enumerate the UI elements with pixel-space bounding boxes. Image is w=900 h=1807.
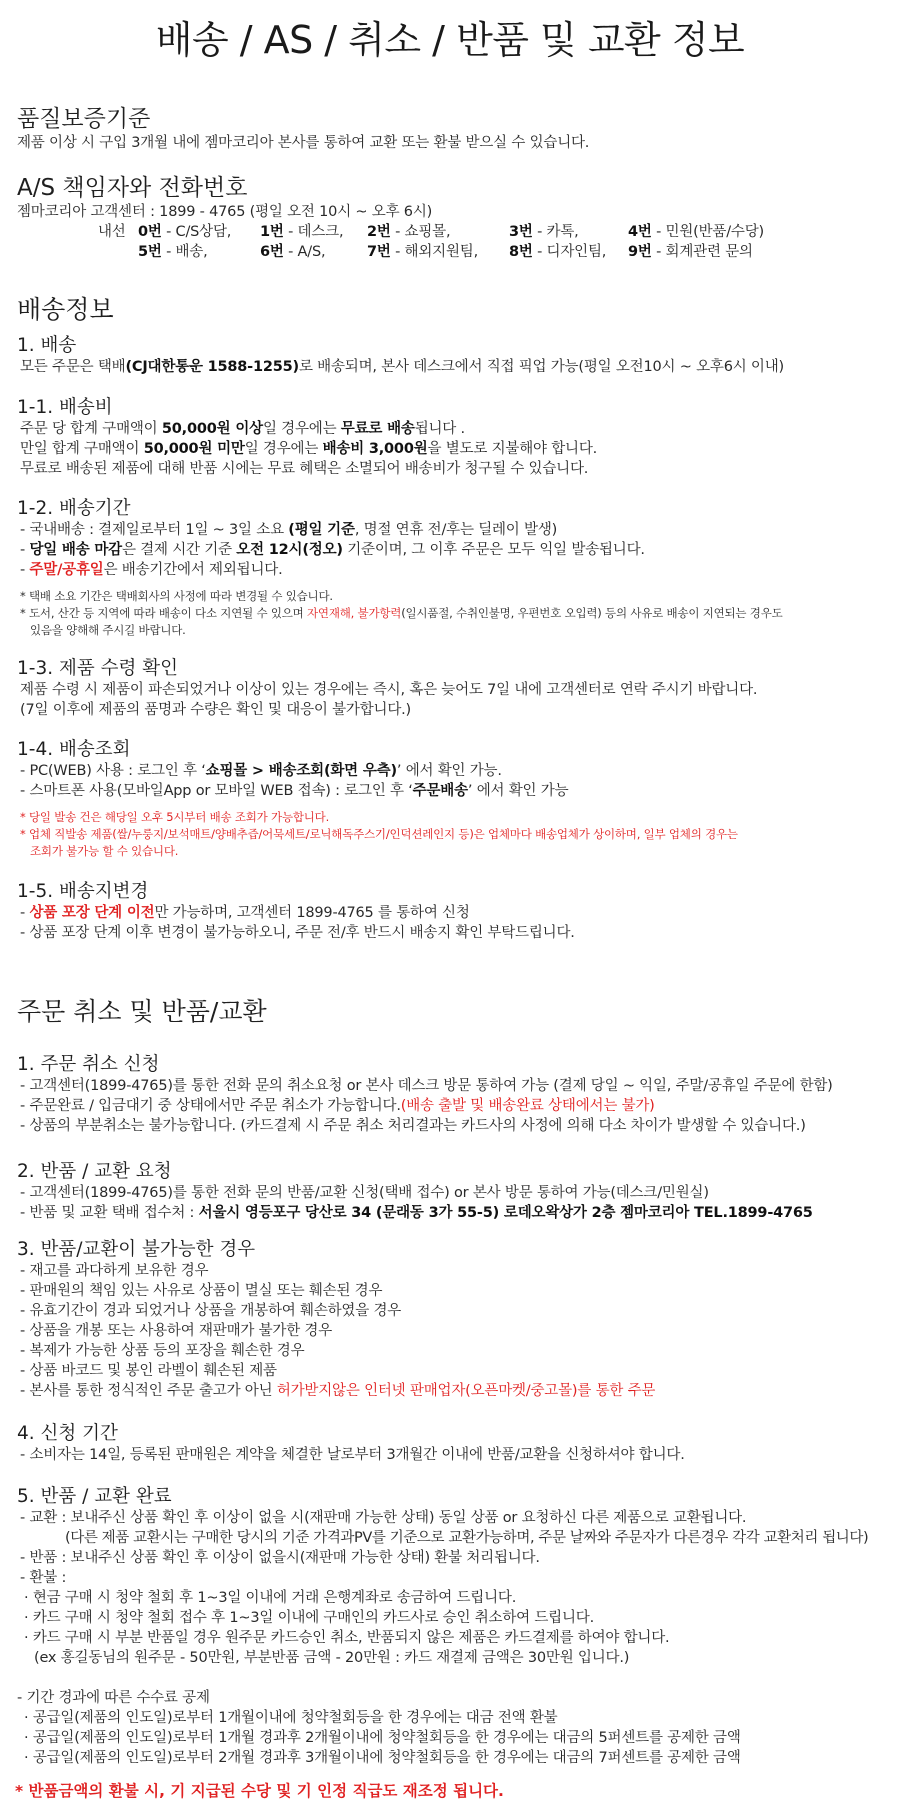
ext-4: 4번 - 민원(반품/수당) bbox=[628, 224, 764, 240]
delivery-s12-note3: 있음을 양해해 주시길 바랍니다. bbox=[30, 623, 186, 637]
cancel-c1-line1: - 고객센터(1899-4765)를 통한 전화 문의 취소요청 or 본사 데스크 방문 통하여 가능 (결제 당일 ~ 익일, 주말/공휴일 주문에 한함) bbox=[20, 1078, 833, 1094]
cancel-c4-heading: 4. 신청 기간 bbox=[17, 1423, 118, 1444]
cancel-c5-line6: · 카드 구매 시 청약 철회 접수 후 1~3일 이내에 구매인의 카드사로 승인 취소하여 드립니다. bbox=[24, 1610, 594, 1626]
cancel-c3-item: - 복제가 가능한 상품 등의 포장을 훼손한 경우 bbox=[20, 1343, 305, 1359]
cancel-fee-line1: · 공급일(제품의 인도일)로부터 1개월이내에 청약철회등을 한 경우에는 대금 전액 환불 bbox=[24, 1710, 558, 1726]
cancel-c5-line3: - 반품 : 보내주신 상품 확인 후 이상이 없을시(재판매 가능한 상태) 환불 처리됩니다. bbox=[20, 1550, 540, 1566]
delivery-s12-heading: 1-2. 배송기간 bbox=[17, 498, 131, 519]
cancel-c1-heading: 1. 주문 취소 신청 bbox=[17, 1054, 160, 1075]
ext-1: 1번 - 데스크, bbox=[260, 224, 344, 240]
cancel-c2-heading: 2. 반품 / 교환 요청 bbox=[17, 1161, 172, 1182]
cancel-c3-last: - 본사를 통한 정식적인 주문 출고가 아닌 허가받지않은 인터넷 판매업자(오픈마켓/중고몰)를 통한 주문 bbox=[20, 1383, 656, 1399]
delivery-s12-line3: - 주말/공휴일은 배송기간에서 제외됩니다. bbox=[20, 562, 283, 578]
delivery-s14-note3: 조회가 불가능 할 수 있습니다. bbox=[30, 844, 179, 858]
cancel-heading: 주문 취소 및 반품/교환 bbox=[17, 997, 267, 1026]
cancel-c2-line2: - 반품 및 교환 택배 접수처 : 서울시 영등포구 당산로 34 (문래동 3가 55-5) 로데오왁상가 2층 젬마코리아 TEL.1899-4765 bbox=[20, 1205, 813, 1221]
ext-8: 8번 - 디자인팀, bbox=[509, 244, 607, 260]
ext-6: 6번 - A/S, bbox=[260, 244, 326, 260]
cancel-c5-line4: - 환불 : bbox=[20, 1570, 67, 1586]
cancel-c4-line1: - 소비자는 14일, 등록된 판매원은 계약을 체결한 날로부터 3개월간 이내에 반품/교환을 신청하셔야 합니다. bbox=[20, 1447, 685, 1463]
quality-text: 제품 이상 시 구입 3개월 내에 젬마코리아 본사를 통하여 교환 또는 환불 받으실 수 있습니다. bbox=[17, 135, 590, 151]
delivery-s14-note2: * 업체 직발송 제품(쌀/누룽지/보석매트/양배추즙/어묵세트/로닉해독주스기/인덕션레인지 등)은 업체마다 배송업체가 상이하며, 일부 업체의 경우는 bbox=[20, 827, 738, 841]
delivery-s11-line3: 무료로 배송된 제품에 대해 반품 시에는 무료 혜택은 소멸되어 배송비가 청구될 수 있습니다. bbox=[20, 461, 589, 477]
cancel-fee-line2: · 공급일(제품의 인도일)로부터 1개월 경과후 2개월이내에 청약철회등을 한 경우에는 대금의 5퍼센트를 공제한 금액 bbox=[24, 1730, 741, 1746]
cancel-c2-line1: - 고객센터(1899-4765)를 통한 전화 문의 반품/교환 신청(택배 접수) or 본사 방문 통하여 가능(데스크/민원실) bbox=[20, 1185, 709, 1201]
cancel-c5-heading: 5. 반품 / 교환 완료 bbox=[17, 1486, 172, 1507]
ext-3: 3번 - 카톡, bbox=[509, 224, 579, 240]
cancel-c5-line7: · 카드 구매 시 부분 반품일 경우 원주문 카드승인 취소, 반품되지 않은 제품은 카드결제를 하여야 합니다. bbox=[24, 1630, 670, 1646]
cancel-c5-line8: (ex 홍길동님의 원주문 - 50만원, 부분반품 금액 - 20만원 : 카드 재결제 금액은 30만원 입니다.) bbox=[34, 1650, 630, 1666]
delivery-s15-line1: - 상품 포장 단계 이전만 가능하며, 고객센터 1899-4765 를 통하여 신청 bbox=[20, 905, 470, 921]
cancel-c3-item: - 상품 바코드 및 봉인 라벨이 훼손된 제품 bbox=[20, 1363, 277, 1379]
as-ext-label: 내선 bbox=[98, 224, 126, 240]
delivery-s12-note2: * 도서, 산간 등 지역에 따라 배송이 다소 지연될 수 있으며 자연재해, 불가항력(일시품절, 수취인불명, 우편번호 오입력) 등의 사유로 배송이 지연되는 경우도 bbox=[20, 606, 783, 620]
cancel-c5-line5: · 현금 구매 시 청약 철회 후 1~3일 이내에 거래 은행계좌로 송금하여 드립니다. bbox=[24, 1590, 517, 1606]
delivery-s12-note1: * 택배 소요 기간은 택배회사의 사정에 따라 변경될 수 있습니다. bbox=[20, 589, 333, 603]
ext-5: 5번 - 배송, bbox=[138, 244, 208, 260]
delivery-s11-heading: 1-1. 배송비 bbox=[17, 397, 113, 418]
page-title: 배송 / AS / 취소 / 반품 및 교환 정보 bbox=[155, 18, 745, 62]
cancel-fee-heading: - 기간 경과에 따른 수수료 공제 bbox=[17, 1690, 210, 1706]
delivery-s13-line2: (7일 이후에 제품의 품명과 수량은 확인 및 대응이 불가합니다.) bbox=[20, 702, 411, 718]
cancel-c5-line2: (다른 제품 교환시는 구매한 당시의 기준 가격과PV를 기준으로 교환가능하며, 주문 날짜와 주문자가 다른경우 각각 교환처리 됩니다) bbox=[65, 1530, 869, 1546]
cancel-c3-item: - 상품을 개봉 또는 사용하여 재판매가 불가한 경우 bbox=[20, 1323, 333, 1339]
cancel-c3-item: - 유효기간이 경과 되었거나 상품을 개봉하여 훼손하였을 경우 bbox=[20, 1303, 402, 1319]
delivery-s11-line1: 주문 당 합계 구매액이 50,000원 이상일 경우에는 무료로 배송됩니다 . bbox=[20, 421, 465, 437]
cancel-c5-line1: - 교환 : 보내주신 상품 확인 후 이상이 없을 시(재판매 가능한 상태) 동일 상품 or 요청하신 다른 제품으로 교환됩니다. bbox=[20, 1510, 747, 1526]
delivery-s14-line2: - 스마트폰 사용(모바일App or 모바일 WEB 접속) : 로그인 후 ‘주문배송’ 에서 확인 가능 bbox=[20, 783, 569, 799]
cancel-c1-line3: - 상품의 부분취소는 불가능합니다. (카드결제 시 주문 취소 처리결과는 카드사의 사정에 의해 다소 차이가 발생할 수 있습니다.) bbox=[20, 1118, 806, 1134]
delivery-s15-heading: 1-5. 배송지변경 bbox=[17, 881, 149, 902]
ext-2: 2번 - 쇼핑몰, bbox=[367, 224, 451, 240]
cancel-fee-line3: · 공급일(제품의 인도일)로부터 2개월 경과후 3개월이내에 청약철회등을 한 경우에는 대금의 7퍼센트를 공제한 금액 bbox=[24, 1750, 741, 1766]
delivery-s14-note1: * 당일 발송 건은 해당일 오후 5시부터 배송 조회가 가능합니다. bbox=[20, 810, 330, 824]
cancel-c1-line2: - 주문완료 / 입금대기 중 상태에서만 주문 취소가 가능합니다.(배송 출발 및 배송완료 상태에서는 불가) bbox=[20, 1098, 655, 1114]
delivery-s1-line1: 모든 주문은 택배(CJ대한통운 1588-1255)로 배송되며, 본사 데스크에서 직접 픽업 가능(평일 오전10시 ~ 오후6시 이내) bbox=[20, 359, 785, 375]
cancel-c3-item: - 판매원의 책임 있는 사유로 상품이 멸실 또는 훼손된 경우 bbox=[20, 1283, 383, 1299]
as-center-line: 젬마코리아 고객센터 : 1899 - 4765 (평일 오전 10시 ~ 오후 6시) bbox=[17, 204, 433, 220]
as-heading: A/S 책임자와 전화번호 bbox=[17, 175, 248, 201]
delivery-s12-line1: - 국내배송 : 결제일로부터 1일 ~ 3일 소요 (평일 기준, 명절 연휴 전/후는 딜레이 발생) bbox=[20, 522, 558, 538]
refund-final-note: * 반품금액의 환불 시, 기 지급된 수당 및 기 인정 직급도 재조정 됩니다. bbox=[15, 1782, 504, 1800]
delivery-heading: 배송정보 bbox=[17, 295, 114, 324]
quality-heading: 품질보증기준 bbox=[17, 106, 151, 132]
delivery-s12-line2: - 당일 배송 마감은 결제 시간 기준 오전 12시(정오) 기준이며, 그 이후 주문은 모두 익일 발송됩니다. bbox=[20, 542, 645, 558]
delivery-s14-heading: 1-4. 배송조회 bbox=[17, 739, 131, 760]
delivery-s13-heading: 1-3. 제품 수령 확인 bbox=[17, 658, 178, 679]
cancel-c3-item: - 재고를 과다하게 보유한 경우 bbox=[20, 1263, 209, 1279]
delivery-s15-line2: - 상품 포장 단계 이후 변경이 불가능하오니, 주문 전/후 반드시 배송지 확인 부탁드립니다. bbox=[20, 925, 575, 941]
ext-7: 7번 - 해외지원팀, bbox=[367, 244, 478, 260]
ext-0: 0번 - C/S상담, bbox=[138, 224, 232, 240]
delivery-s1-heading: 1. 배송 bbox=[17, 335, 77, 356]
cancel-c3-heading: 3. 반품/교환이 불가능한 경우 bbox=[17, 1239, 256, 1260]
delivery-s11-line2: 만일 합계 구매액이 50,000원 미만일 경우에는 배송비 3,000원을 별도로 지불해야 합니다. bbox=[20, 441, 598, 457]
delivery-s14-line1: - PC(WEB) 사용 : 로그인 후 ‘쇼핑몰 > 배송조회(화면 우측)’ 에서 확인 가능. bbox=[20, 763, 502, 779]
ext-9: 9번 - 회계관련 문의 bbox=[628, 244, 753, 260]
delivery-s13-line1: 제품 수령 시 제품이 파손되었거나 이상이 있는 경우에는 즉시, 혹은 늦어도 7일 내에 고객센터로 연락 주시기 바랍니다. bbox=[20, 682, 758, 698]
